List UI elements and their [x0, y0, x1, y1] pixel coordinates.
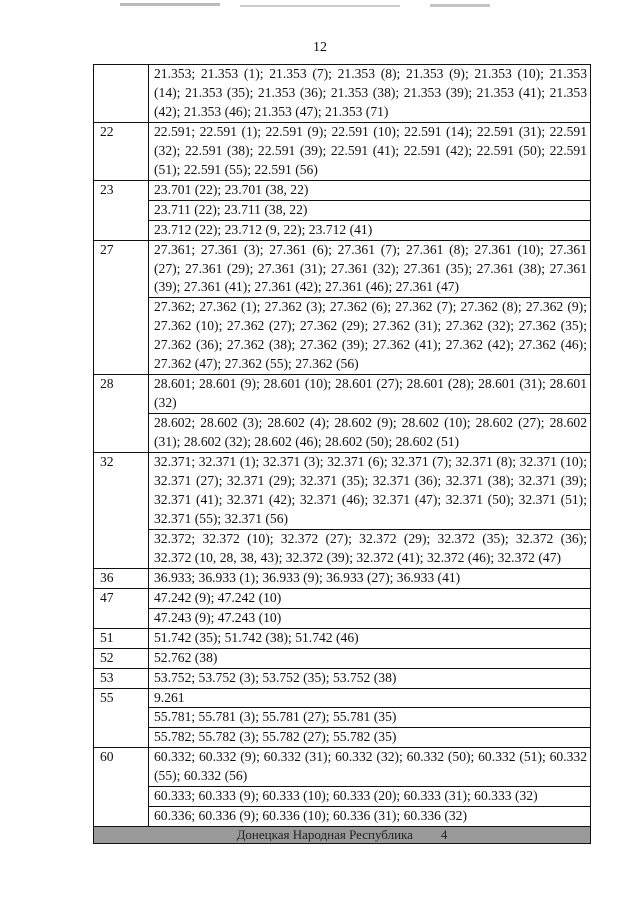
- code-list: 32.372; 32.372 (10); 32.372 (27); 32.372 (29); 32.372 (35); 32.372 (36); 32.372 (10, 28, 38, 43); 32.372 (39); 32.372 (41); 32.372 (46); 32.372 (47): [149, 529, 591, 568]
- group-code: 22: [94, 122, 149, 180]
- code-list: 55.781; 55.781 (3); 55.781 (27); 55.781 (35): [149, 708, 591, 728]
- code-list: 55.782; 55.782 (3); 55.782 (27); 55.782 (35): [149, 728, 591, 748]
- code-list: 60.332; 60.332 (9); 60.332 (31); 60.332 (32); 60.332 (50); 60.332 (51); 60.332 (55); 60.332 (56): [149, 748, 591, 787]
- code-list: 23.701 (22); 23.701 (38, 22): [149, 180, 591, 200]
- table-row: [94, 453, 591, 530]
- table-row: [94, 375, 591, 414]
- code-list: 23.712 (22); 23.712 (9, 22); 23.712 (41): [149, 220, 591, 240]
- code-list: 47.242 (9); 47.242 (10): [149, 588, 591, 608]
- table-row: [94, 708, 591, 728]
- table-row: [94, 748, 591, 787]
- footer-text: Донецкая Народная Республика: [236, 827, 413, 843]
- code-list: 9.261: [149, 688, 591, 708]
- group-code: 23: [94, 180, 149, 240]
- code-list: 22.591; 22.591 (1); 22.591 (9); 22.591 (10); 22.591 (14); 22.591 (31); 22.591 (32); 22.591 (38); 22.591 (39); 22.591 (41); 22.591 (42); 22.591 (50); 22.591 (51); 22.591 (55); 22.591 (56): [149, 122, 591, 180]
- table-row: [94, 122, 591, 180]
- table-row: [94, 588, 591, 608]
- code-list: 47.243 (9); 47.243 (10): [149, 608, 591, 628]
- group-code: [94, 65, 149, 123]
- table-row: [94, 807, 591, 827]
- page-number: 12: [313, 40, 327, 55]
- code-list: 36.933; 36.933 (1); 36.933 (9); 36.933 (27); 36.933 (41): [149, 568, 591, 588]
- table-row: [94, 529, 591, 568]
- code-list: 27.361; 27.361 (3); 27.361 (6); 27.361 (7); 27.361 (8); 27.361 (10); 27.361 (27); 27.361 (29); 27.361 (31); 27.361 (32); 27.361 (35); 27.361 (38); 27.361 (39); 27.361 (41); 27.361 (42); 27.361 (46); 27.361 (47): [149, 240, 591, 298]
- table-row: [94, 200, 591, 220]
- footer-bar: [94, 827, 591, 844]
- code-list: 60.333; 60.333 (9); 60.333 (10); 60.333 (20); 60.333 (31); 60.333 (32): [149, 787, 591, 807]
- table-row: [94, 65, 591, 123]
- group-code: 32: [94, 453, 149, 569]
- group-code: 36: [94, 568, 149, 588]
- code-list: 52.762 (38): [149, 648, 591, 668]
- code-list: 60.336; 60.336 (9); 60.336 (10); 60.336 (31); 60.336 (32): [149, 807, 591, 827]
- group-code: 27: [94, 240, 149, 375]
- code-list: 53.752; 53.752 (3); 53.752 (35); 53.752 (38): [149, 668, 591, 688]
- group-code: 47: [94, 588, 149, 628]
- table-row: [94, 220, 591, 240]
- code-list: 27.362; 27.362 (1); 27.362 (3); 27.362 (6); 27.362 (7); 27.362 (8); 27.362 (9); 27.362 (10); 27.362 (27); 27.362 (29); 27.362 (31); 27.362 (32); 27.362 (35); 27.362 (36); 27.362 (38); 27.362 (39); 27.362 (41); 27.362 (42); 27.362 (46); 27.362 (47); 27.362 (55); 27.362 (56): [149, 298, 591, 375]
- code-list: 28.602; 28.602 (3); 28.602 (4); 28.602 (9); 28.602 (10); 28.602 (27); 28.602 (31); 28.602 (32); 28.602 (46); 28.602 (50); 28.602 (51): [149, 414, 591, 453]
- table-row: [94, 240, 591, 298]
- table-row: [94, 414, 591, 453]
- table-row: [94, 298, 591, 375]
- footer-cell: [94, 827, 591, 844]
- group-code: 28: [94, 375, 149, 453]
- table-row: [94, 648, 591, 668]
- table-row: [94, 787, 591, 807]
- group-code: 53: [94, 668, 149, 688]
- code-list: 51.742 (35); 51.742 (38); 51.742 (46): [149, 628, 591, 648]
- group-code: 55: [94, 688, 149, 748]
- table-row: [94, 568, 591, 588]
- table-row: [94, 608, 591, 628]
- code-list: 28.601; 28.601 (9); 28.601 (10); 28.601 (27); 28.601 (28); 28.601 (31); 28.601 (32): [149, 375, 591, 414]
- scan-artifact: [100, 0, 500, 16]
- code-list: 23.711 (22); 23.711 (38, 22): [149, 200, 591, 220]
- table-row: [94, 628, 591, 648]
- footer-mark: 4: [440, 827, 448, 843]
- code-list: 32.371; 32.371 (1); 32.371 (3); 32.371 (6); 32.371 (7); 32.371 (8); 32.371 (10); 32.371 (27); 32.371 (29); 32.371 (35); 32.371 (36); 32.371 (38); 32.371 (39); 32.371 (41); 32.371 (42); 32.371 (46); 32.371 (47); 32.371 (50); 32.371 (51); 32.371 (55); 32.371 (56): [149, 453, 591, 530]
- table-row: [94, 688, 591, 708]
- code-list: 21.353; 21.353 (1); 21.353 (7); 21.353 (8); 21.353 (9); 21.353 (10); 21.353 (14); 21.353 (35); 21.353 (36); 21.353 (38); 21.353 (39); 21.353 (41); 21.353 (42); 21.353 (46); 21.353 (47); 21.353 (71): [149, 65, 591, 123]
- group-code: 51: [94, 628, 149, 648]
- group-code: 60: [94, 748, 149, 827]
- classification-table: [93, 64, 591, 844]
- table-row: [94, 180, 591, 200]
- table-row: [94, 728, 591, 748]
- group-code: 52: [94, 648, 149, 668]
- table-row: [94, 668, 591, 688]
